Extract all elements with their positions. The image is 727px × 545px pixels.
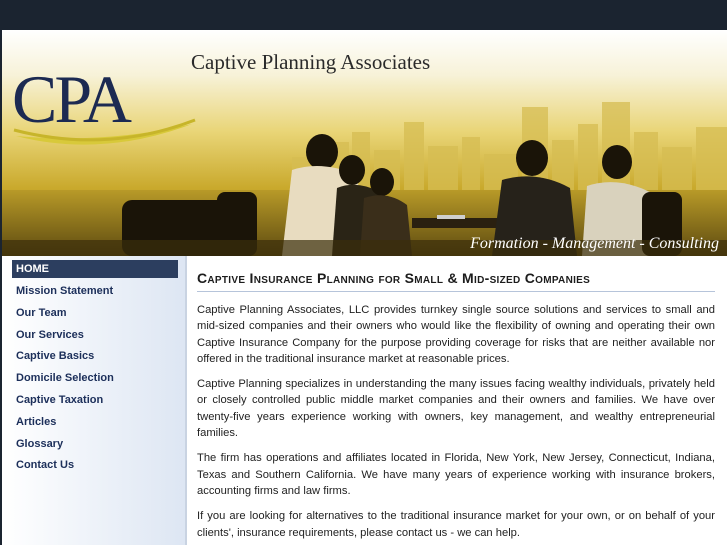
nav-item-captive-basics[interactable]: Captive Basics (16, 350, 95, 363)
page-heading: Captive Insurance Planning for Small & Mid-sized Companies (197, 270, 715, 292)
main-nav (2, 256, 185, 477)
intro-paragraph: Captive Planning Associates, LLC provides turnkey single source solutions and services to small and mid-sized companies and their owners who would like the flexibility of owning and operating their own Captive Insurance Company for the purpose providing coverage for risks that are neither available nor offered in the traditional insurance market at reasonable prices. (197, 304, 715, 365)
cpa-logo[interactable]: CPA (12, 61, 130, 137)
nav-item-contact-us[interactable]: Contact Us (16, 459, 75, 472)
specialization-paragraph: Captive Planning specializes in understanding the many issues facing wealthy individuals, privately held or closely controlled public middle market companies and their owners and families. We have over twenty-five years experience working with owners, key management, and wealthy entrepreneurial families. (197, 378, 715, 440)
top-bar (0, 0, 727, 30)
tagline: Formation - Management - Consulting (470, 235, 719, 252)
nav-item-articles[interactable]: Articles (16, 415, 57, 428)
main-content (197, 256, 715, 545)
nav-item-glossary[interactable]: Glossary (16, 437, 64, 450)
nav-item-captive-taxation[interactable]: Captive Taxation (16, 393, 104, 406)
header-banner (2, 30, 727, 256)
site-name: Captive Planning Associates (191, 50, 431, 74)
nav-item-our-services[interactable]: Our Services (16, 328, 84, 341)
contact-paragraph: If you are looking for alternatives to the traditional insurance market for your own, or on behalf of your clients', insurance requirements, please contact us - we can help. (197, 510, 715, 539)
nav-item-domicile-selection[interactable]: Domicile Selection (16, 372, 114, 385)
nav-item-home[interactable]: HOME (12, 260, 178, 278)
locations-paragraph: The firm has operations and affiliates located in Florida, New York, New Jersey, Connecticut, Indiana, Texas and Southern California. We have many years of experience working with insurance brokers, accounting firms and law firms. (197, 452, 715, 497)
page (2, 30, 727, 545)
nav-item-mission-statement[interactable]: Mission Statement (16, 285, 114, 297)
nav-item-our-team[interactable]: Our Team (16, 306, 67, 319)
sidebar (2, 256, 187, 545)
